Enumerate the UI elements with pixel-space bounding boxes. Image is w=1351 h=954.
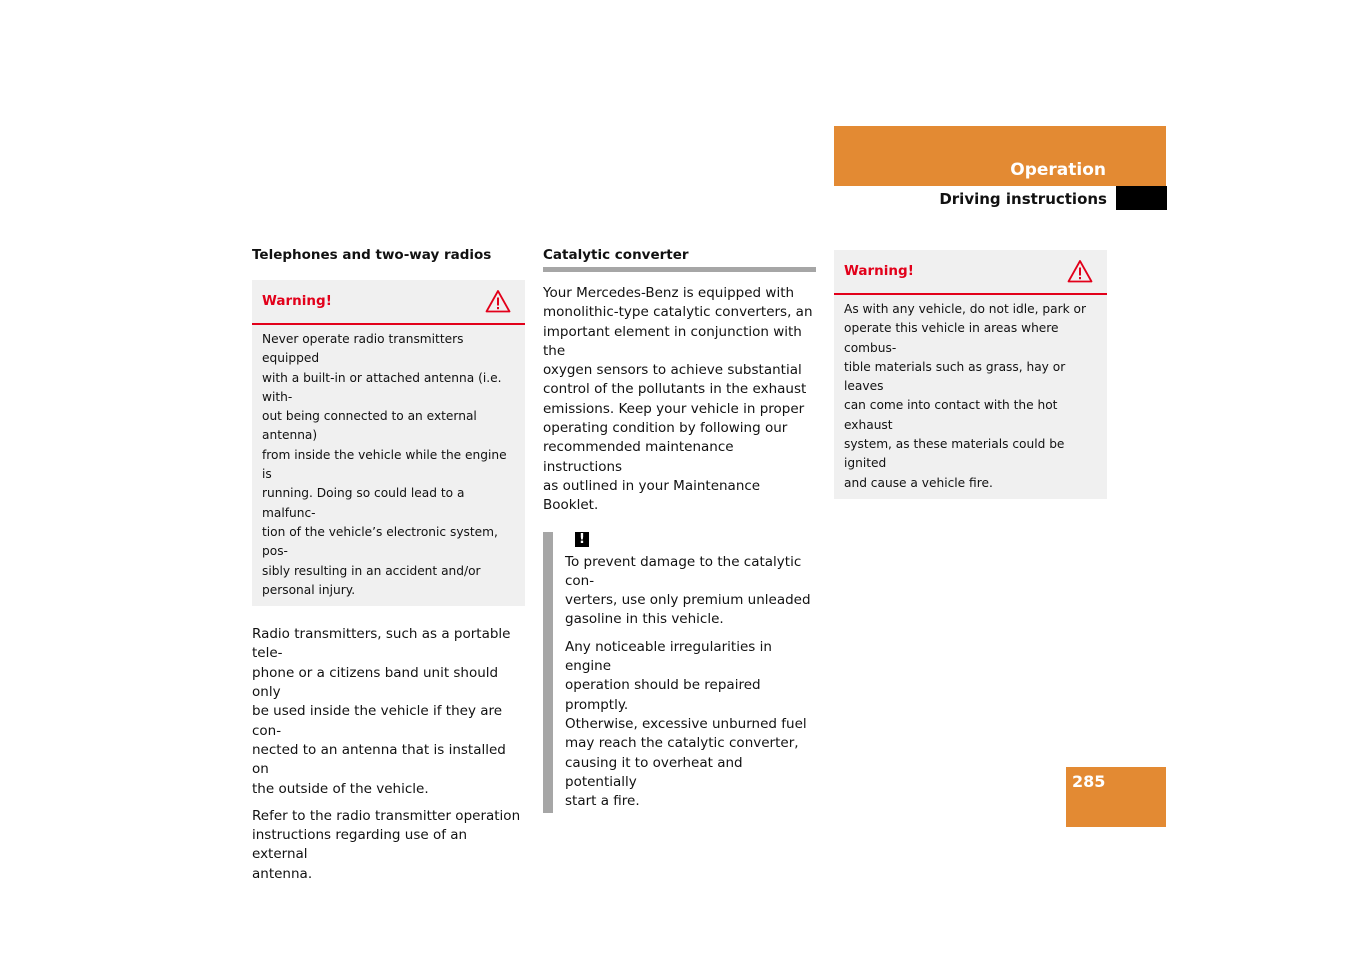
text-line: may reach the catalytic converter,	[565, 735, 799, 752]
warning-box-radio	[252, 280, 525, 606]
warning-text	[252, 325, 525, 606]
page-number: 285	[1072, 772, 1106, 791]
text-line: important element in conjunction with the	[543, 323, 802, 359]
text-line: instructions regarding use of an external	[252, 827, 468, 863]
text-line: operation should be repaired promptly.	[565, 677, 761, 713]
text-line: monolithic-type catalytic converters, an	[543, 304, 813, 321]
text-line: Refer to the radio transmitter operation	[252, 807, 521, 824]
warning-line: from inside the vehicle while the engine is	[262, 447, 507, 482]
warning-line: system, as these materials could be ignited	[844, 437, 1065, 471]
warning-line: out being connected to an external antenna)	[262, 409, 477, 443]
warning-line: can come into contact with the hot exhaust	[844, 398, 1058, 432]
text-line: causing it to overheat and potentially	[565, 754, 743, 790]
warning-label: Warning!	[844, 263, 914, 279]
text-line: Any noticeable irregularities in engine	[565, 638, 772, 675]
warning-line: operate this vehicle in areas where combus-	[844, 321, 1059, 355]
warning-line: tible materials such as grass, hay or leaves	[844, 359, 1066, 394]
text-line: antenna.	[252, 865, 313, 882]
notice-paragraph-fuel	[565, 553, 816, 630]
warning-line: and cause a vehicle fire.	[844, 475, 993, 490]
text-line: operating condition by following our	[543, 420, 788, 437]
text-line: Radio transmitters, such as a portable tele-	[252, 626, 511, 662]
text-line: the outside of the vehicle.	[252, 780, 429, 797]
paragraph-catalytic-intro	[543, 284, 816, 516]
exclamation-icon: !	[575, 532, 589, 547]
warning-box-fire	[834, 250, 1107, 499]
warning-label: Warning!	[262, 293, 332, 309]
warning-line: As with any vehicle, do not idle, park or	[844, 302, 1086, 316]
heading-telephones: Telephones and two-way radios	[252, 247, 492, 263]
warning-header	[834, 250, 1107, 295]
text-line: be used inside the vehicle if they are con-	[252, 703, 503, 739]
notice-box-fuel	[543, 532, 816, 814]
text-line: oxygen sensors to achieve substantial	[543, 362, 802, 379]
text-line: Otherwise, excessive unburned fuel	[565, 715, 807, 732]
text-line: recommended maintenance instructions	[543, 439, 734, 475]
paragraph-radio-transmitters	[252, 625, 525, 799]
warning-line: running. Doing so could lead to a malfunc-	[262, 486, 465, 520]
text-line: Your Mercedes-Benz is equipped with	[543, 285, 795, 301]
text-line: phone or a citizens band unit should only	[252, 664, 499, 701]
text-line: nected to an antenna that is installed on	[252, 741, 506, 778]
warning-triangle-icon	[1067, 259, 1093, 283]
column-catalytic-converter	[543, 246, 816, 813]
warning-line: sibly resulting in an accident and/or	[262, 563, 481, 578]
paragraph-refer-instructions	[252, 807, 525, 884]
warning-line: personal injury.	[262, 582, 356, 597]
text-line: To prevent damage to the catalytic con-	[565, 553, 802, 589]
warning-line: tion of the vehicle’s electronic system, pos-	[262, 524, 498, 559]
warning-line: Never operate radio transmitters equipped	[262, 332, 464, 366]
heading-catalytic-converter: Catalytic converter	[543, 246, 816, 272]
section-header-bar	[834, 126, 1166, 186]
page-number-box	[1066, 767, 1166, 827]
text-line: start a fire.	[565, 793, 640, 810]
text-line: emissions. Keep your vehicle in proper	[543, 400, 805, 417]
column-fire-warning	[834, 250, 1107, 499]
text-line: gasoline in this vehicle.	[565, 611, 724, 628]
column-telephones	[252, 246, 525, 892]
text-line: control of the pollutants in the exhaust	[543, 381, 807, 398]
section-title: Operation	[1010, 160, 1106, 180]
warning-triangle-icon	[485, 289, 511, 313]
warning-line: with a built-in or attached antenna (i.e. with-	[262, 370, 502, 404]
text-line: as outlined in your Maintenance Booklet.	[543, 477, 761, 514]
warning-text	[834, 295, 1107, 499]
warning-header	[252, 280, 525, 325]
text-line: verters, use only premium unleaded	[565, 592, 811, 609]
subsection-title: Driving instructions	[939, 190, 1107, 208]
section-tab-marker	[1116, 186, 1167, 210]
notice-paragraph-irregularities	[565, 638, 816, 812]
